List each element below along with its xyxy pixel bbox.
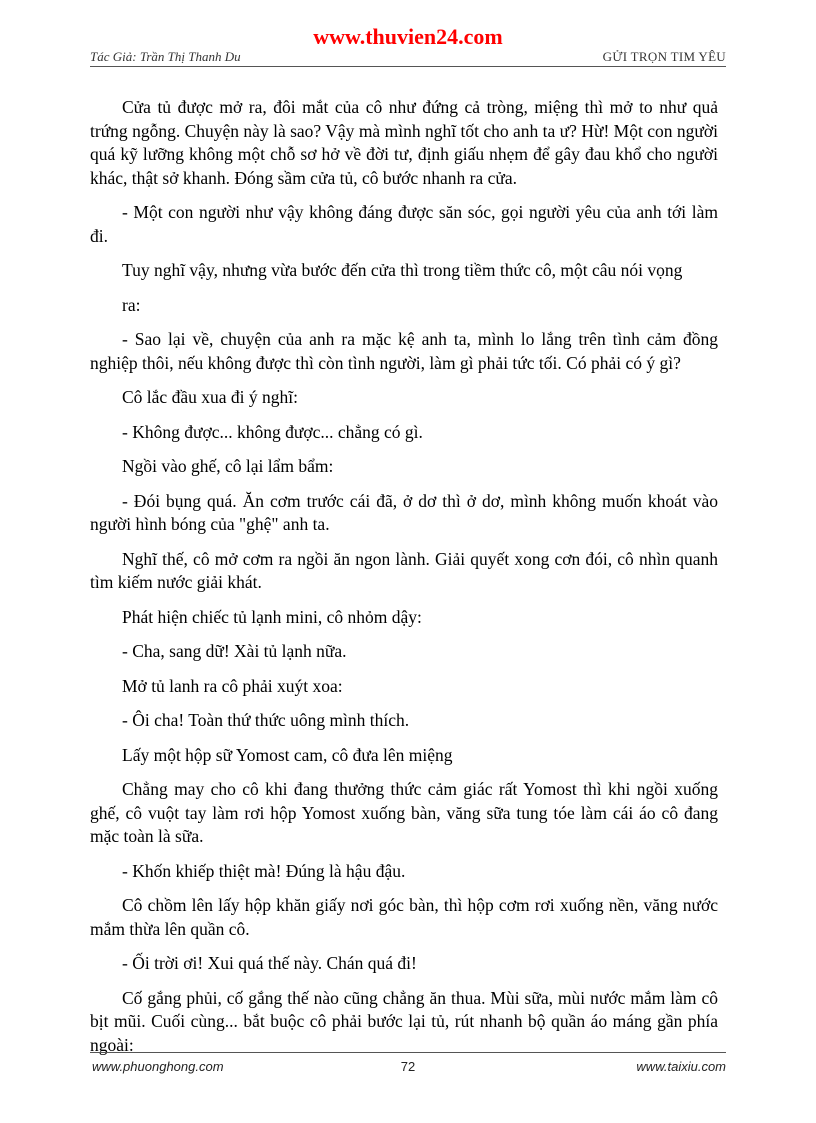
paragraph: Phát hiện chiếc tủ lạnh mini, cô nhỏm dậy: xyxy=(122,606,422,627)
site-title[interactable]: www.thuvien24.com xyxy=(313,24,503,49)
paragraph: - Cha, sang dữ! Xài tủ lạnh nữa. xyxy=(122,641,347,661)
book-title: GỬI TRỌN TIM YÊU xyxy=(602,49,726,64)
paragraph: Cửa tủ được mở ra, đôi mắt của cô như đứng cả tròng, miệng thì mở to như quả trứng ngỗng. Chuyện này là sao? Vậy mà mình nghĩ tốt cho anh ta ư? Hừ! Một con người quá kỹ lưỡng không một chỗ sơ hở về đời tư, định giấu nhẹm để gây đau khổ cho người khác, thật sở khanh. Đóng sầm cửa tủ, cô bước nhanh ra cửa. xyxy=(90,97,718,188)
paragraph: - Khốn khiếp thiệt mà! Đúng là hậu đậu. xyxy=(122,860,406,881)
paragraph: - Đói bụng quá. Ăn cơm trước cái đã, ở dơ thì ở dơ, mình không muốn khoát vào người hình bóng của "ghệ" anh ta. xyxy=(90,490,718,534)
paragraph: - Một con người như vậy không đáng được săn sóc, gọi người yêu của anh tới làm đi. xyxy=(90,202,718,246)
footer-left-link[interactable]: www.phuonghong.com xyxy=(92,1059,224,1074)
paragraph: Cố gắng phủi, cố gắng thế nào cũng chẳng ăn thua. Mùi sữa, mùi nước mắm làm cô bịt mũi. Cuối cùng... bắt buộc cô phải bước lại tủ, rút nhanh bộ quần áo máng gần phía ngoài: xyxy=(90,987,718,1055)
paragraph: - Ôi cha! Toàn thứ thức uông mình thích. xyxy=(122,710,410,730)
header-divider xyxy=(90,66,726,67)
footer-divider xyxy=(90,1052,726,1053)
page-number: 72 xyxy=(400,1059,416,1074)
paragraph: Mở tủ lanh ra cô phải xuýt xoa: xyxy=(122,675,343,696)
paragraph: Ngồi vào ghế, cô lại lẩm bẩm: xyxy=(122,456,334,476)
paragraph: Tuy nghĩ vậy, nhưng vừa bước đến cửa thì trong tiềm thức cô, một câu nói vọng xyxy=(122,260,683,280)
page-body xyxy=(90,96,718,1068)
paragraph: ra: xyxy=(122,294,141,315)
paragraph: - Sao lại về, chuyện của anh ra mặc kệ anh ta, mình lo lắng trên tình cảm đồng nghiệp thôi, nếu không được thì còn tình người, làm gì phải tức tối. Có phải có ý gì? xyxy=(90,329,718,373)
footer-right-link[interactable]: www.taixiu.com xyxy=(636,1059,726,1074)
paragraph: Cô chồm lên lấy hộp khăn giấy nơi góc bàn, thì hộp cơm rơi xuống nền, văng nước mắm thừa lên quần cô. xyxy=(90,895,718,939)
paragraph: - Không được... không được... chẳng có gì. xyxy=(122,421,423,442)
paragraph: Cô lắc đầu xua đi ý nghĩ: xyxy=(122,387,298,407)
paragraph: Nghĩ thế, cô mở cơm ra ngồi ăn ngon lành. Giải quyết xong cơn đói, cô nhìn quanh tìm kiếm nước giải khát. xyxy=(90,548,718,592)
paragraph: Lấy một hộp sữ Yomost cam, cô đưa lên miệng xyxy=(122,744,453,765)
paragraph: - Ối trời ơi! Xui quá thế này. Chán quá đi! xyxy=(122,953,417,973)
author-line: Tác Giả: Trần Thị Thanh Du xyxy=(90,49,241,64)
paragraph: Chẳng may cho cô khi đang thưởng thức cảm giác rất Yomost thì khi ngồi xuống ghế, cô vuột tay làm rơi hộp Yomost xuống bàn, văng sữa tung tóe làm cái áo cô đang mặc toàn là sữa. xyxy=(90,779,718,846)
